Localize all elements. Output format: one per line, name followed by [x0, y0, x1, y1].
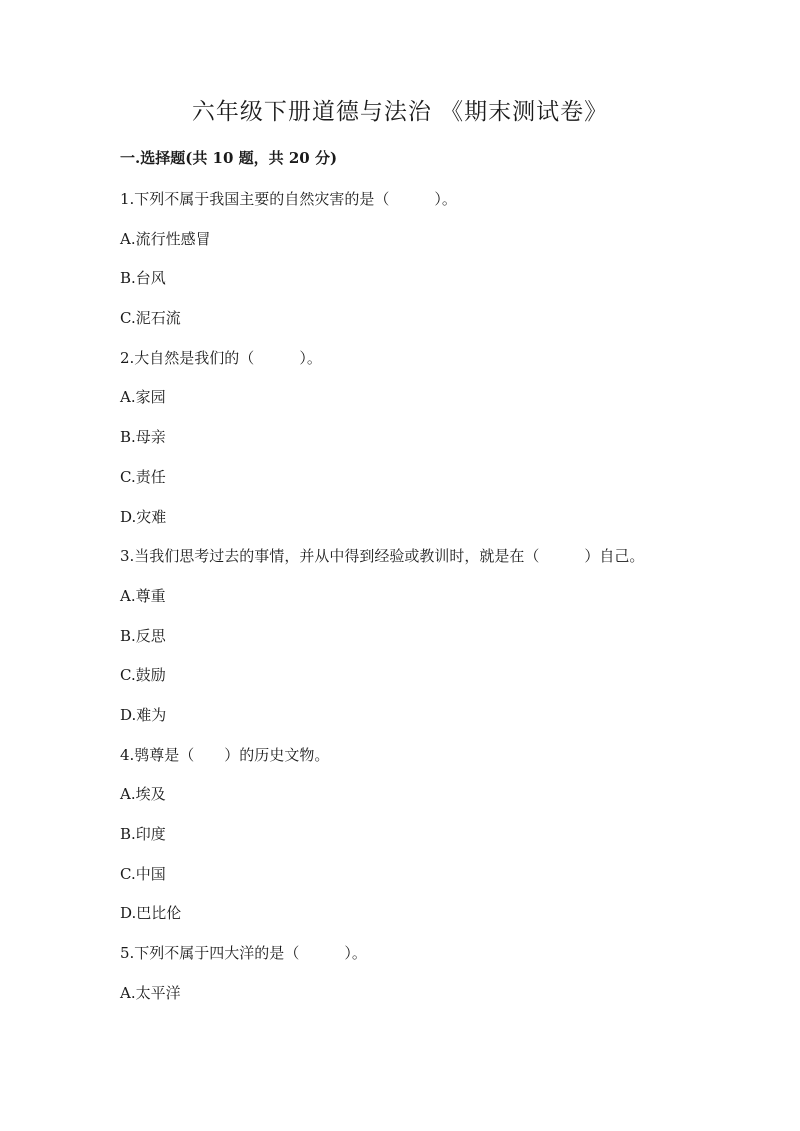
question-text: 5.下列不属于四大洋的是（ ）。 — [120, 944, 367, 963]
question-text: 2.大自然是我们的（ ）。 — [120, 348, 322, 367]
question-list — [120, 188, 760, 1021]
option-item: A.家园 — [120, 388, 166, 407]
option-item: D.难为 — [120, 705, 167, 724]
option-item: B.台风 — [120, 269, 166, 288]
option-item: A.流行性感冒 — [120, 229, 211, 248]
page-title: 六年级下册道德与法治 《期末测试卷》 — [191, 99, 609, 125]
question-text: 4.鸮尊是（ ）的历史文物。 — [120, 745, 330, 764]
option-item: D.灾难 — [120, 507, 167, 526]
option-item: B.印度 — [120, 825, 166, 843]
question-text: 1.下列不属于我国主要的自然灾害的是（ ）。 — [120, 190, 457, 208]
option-item: C.鼓励 — [120, 666, 166, 685]
option-item: C.泥石流 — [120, 309, 181, 328]
section-heading: 一.选择题(共 10 题，共 20 分) — [120, 149, 338, 167]
option-item: C.责任 — [120, 467, 166, 486]
option-item: B.母亲 — [120, 428, 166, 447]
option-item: D.巴比伦 — [120, 904, 182, 923]
option-item: A.尊重 — [120, 586, 166, 605]
option-item: B.反思 — [120, 626, 166, 645]
option-item: A.太平洋 — [120, 983, 181, 1002]
question-text: 3.当我们思考过去的事情，并从中得到经验或教训时，就是在（ ）自己。 — [120, 547, 645, 566]
option-item: C.中国 — [120, 864, 166, 883]
option-item: A.埃及 — [120, 785, 166, 804]
